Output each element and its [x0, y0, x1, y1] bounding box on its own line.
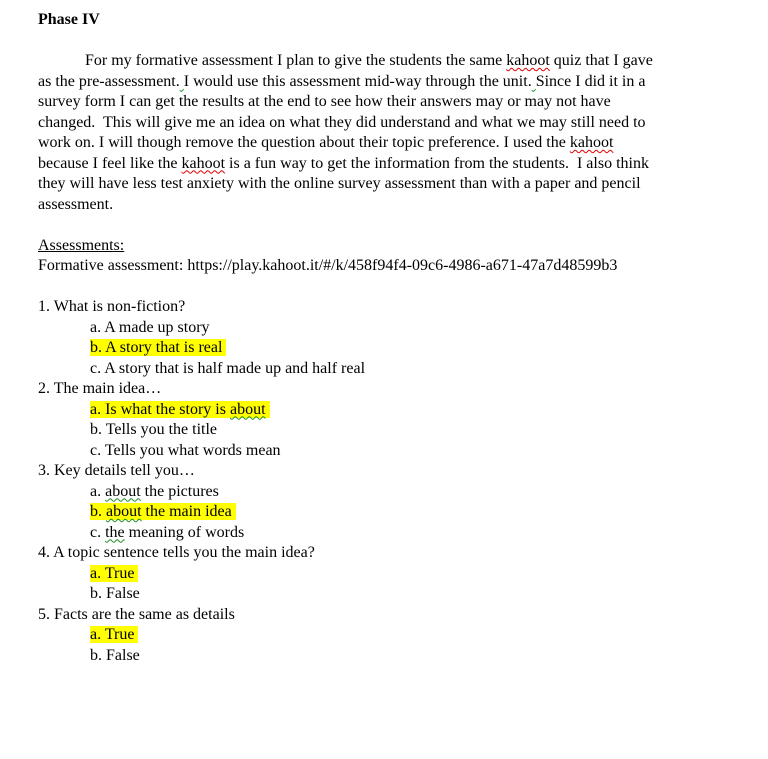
quiz-option: [38, 420, 738, 441]
quiz-option: [38, 584, 738, 605]
option-text: a. True: [90, 564, 135, 582]
quiz-option: [38, 441, 738, 462]
quiz-option: [38, 502, 738, 523]
grammar-flagged-word: about: [105, 482, 141, 500]
body-text: quiz that I gave: [549, 52, 653, 69]
paragraph-line: [38, 195, 738, 216]
answer-highlight: [90, 626, 138, 643]
assessments-heading: Assessments:: [38, 236, 125, 254]
body-text: For my formative assessment I plan to give the students the same: [85, 52, 507, 69]
quiz-option: [38, 564, 738, 585]
option-text: b. False: [90, 585, 140, 602]
quiz-option: [38, 400, 738, 421]
blank-line: [38, 215, 738, 236]
body-text: is a fun way to get the information from the students. I also think: [225, 154, 649, 172]
option-text: a.: [90, 482, 106, 500]
quiz-question: [38, 297, 738, 318]
answer-highlight: [90, 503, 236, 520]
option-text: a. A made up story: [90, 318, 210, 336]
paragraph-line: [38, 154, 738, 175]
option-text: b.: [90, 503, 106, 520]
option-text: b. A story that is real: [90, 339, 223, 356]
quiz-option: [38, 359, 738, 380]
option-text: c. Tells you what words mean: [90, 441, 281, 459]
answer-highlight: [90, 401, 270, 418]
body-text: Since I did it in a: [535, 72, 646, 90]
quiz-question: [38, 543, 738, 564]
grammar-flagged-word: about: [229, 400, 266, 418]
body-text: assessment.: [38, 195, 114, 213]
grammar-flagged-word: about: [106, 503, 142, 520]
option-text: b. Tells you the title: [90, 421, 218, 438]
option-text: c. A story that is half made up and half real: [90, 359, 366, 377]
quiz-option: [38, 482, 738, 503]
body-text: they will have less test anxiety with the online survey assessment than with a paper and pencil: [38, 175, 641, 192]
paragraph-line: [38, 51, 738, 72]
quiz-option: [38, 523, 738, 544]
option-text: meaning of words: [124, 523, 245, 541]
spellcheck-flagged-word: kahoot: [569, 134, 614, 151]
spellcheck-flagged-word: kahoot: [506, 52, 550, 69]
formative-assessment-label: Formative assessment:: [38, 257, 188, 274]
option-text: the main idea: [141, 503, 232, 520]
option-text: b. False: [90, 646, 140, 664]
spellcheck-flagged-word: kahoot: [181, 154, 226, 172]
body-text: changed. This will give me an idea on what they did understand and what we may still need to: [38, 113, 646, 131]
body-text: because I feel like the: [38, 154, 182, 172]
answer-highlight: [90, 339, 226, 356]
quiz-option: [38, 318, 738, 339]
body-text: as the pre-assessment.: [38, 72, 180, 90]
formative-assessment-line: [38, 256, 738, 277]
answer-highlight: [90, 565, 138, 582]
option-text: the pictures: [140, 482, 219, 500]
paragraph-line: [38, 92, 738, 113]
body-text: work on. I will though remove the question about their topic preference. I used the: [38, 134, 570, 151]
paragraph-line: [38, 133, 738, 154]
quiz-question: [38, 379, 738, 400]
grammar-flagged-word: the: [105, 523, 125, 541]
paragraph-line: [38, 72, 738, 93]
option-text: a. Is what the story is: [90, 400, 230, 418]
body-text: I would use this assessment mid-way through the unit.: [183, 72, 532, 90]
paragraph-line: [38, 113, 738, 134]
option-text: a. True: [90, 626, 135, 643]
assessments-heading-line: [38, 236, 738, 257]
blank-line: [38, 31, 738, 52]
question-text: 3. Key details tell you…: [38, 462, 195, 479]
page-title: Phase IV: [38, 11, 100, 28]
question-text: 1. What is non-fiction?: [38, 298, 186, 315]
quiz-question: [38, 605, 738, 626]
quiz-option: [38, 338, 738, 359]
blank-line: [38, 277, 738, 298]
quiz-option: [38, 625, 738, 646]
question-text: 4. A topic sentence tells you the main idea?: [38, 544, 315, 561]
kahoot-url: https://play.kahoot.it/#/k/458f94f4-09c6-4986-a671-47a7d48599b3: [187, 257, 618, 274]
quiz-option: [38, 646, 738, 667]
question-text: 5. Facts are the same as details: [38, 605, 235, 623]
question-text: 2. The main idea…: [38, 380, 162, 397]
body-text: survey form I can get the results at the end to see how their answers may or may not have: [38, 93, 611, 110]
option-text: c.: [90, 523, 106, 541]
quiz-question: [38, 461, 738, 482]
paragraph-line: [38, 174, 738, 195]
